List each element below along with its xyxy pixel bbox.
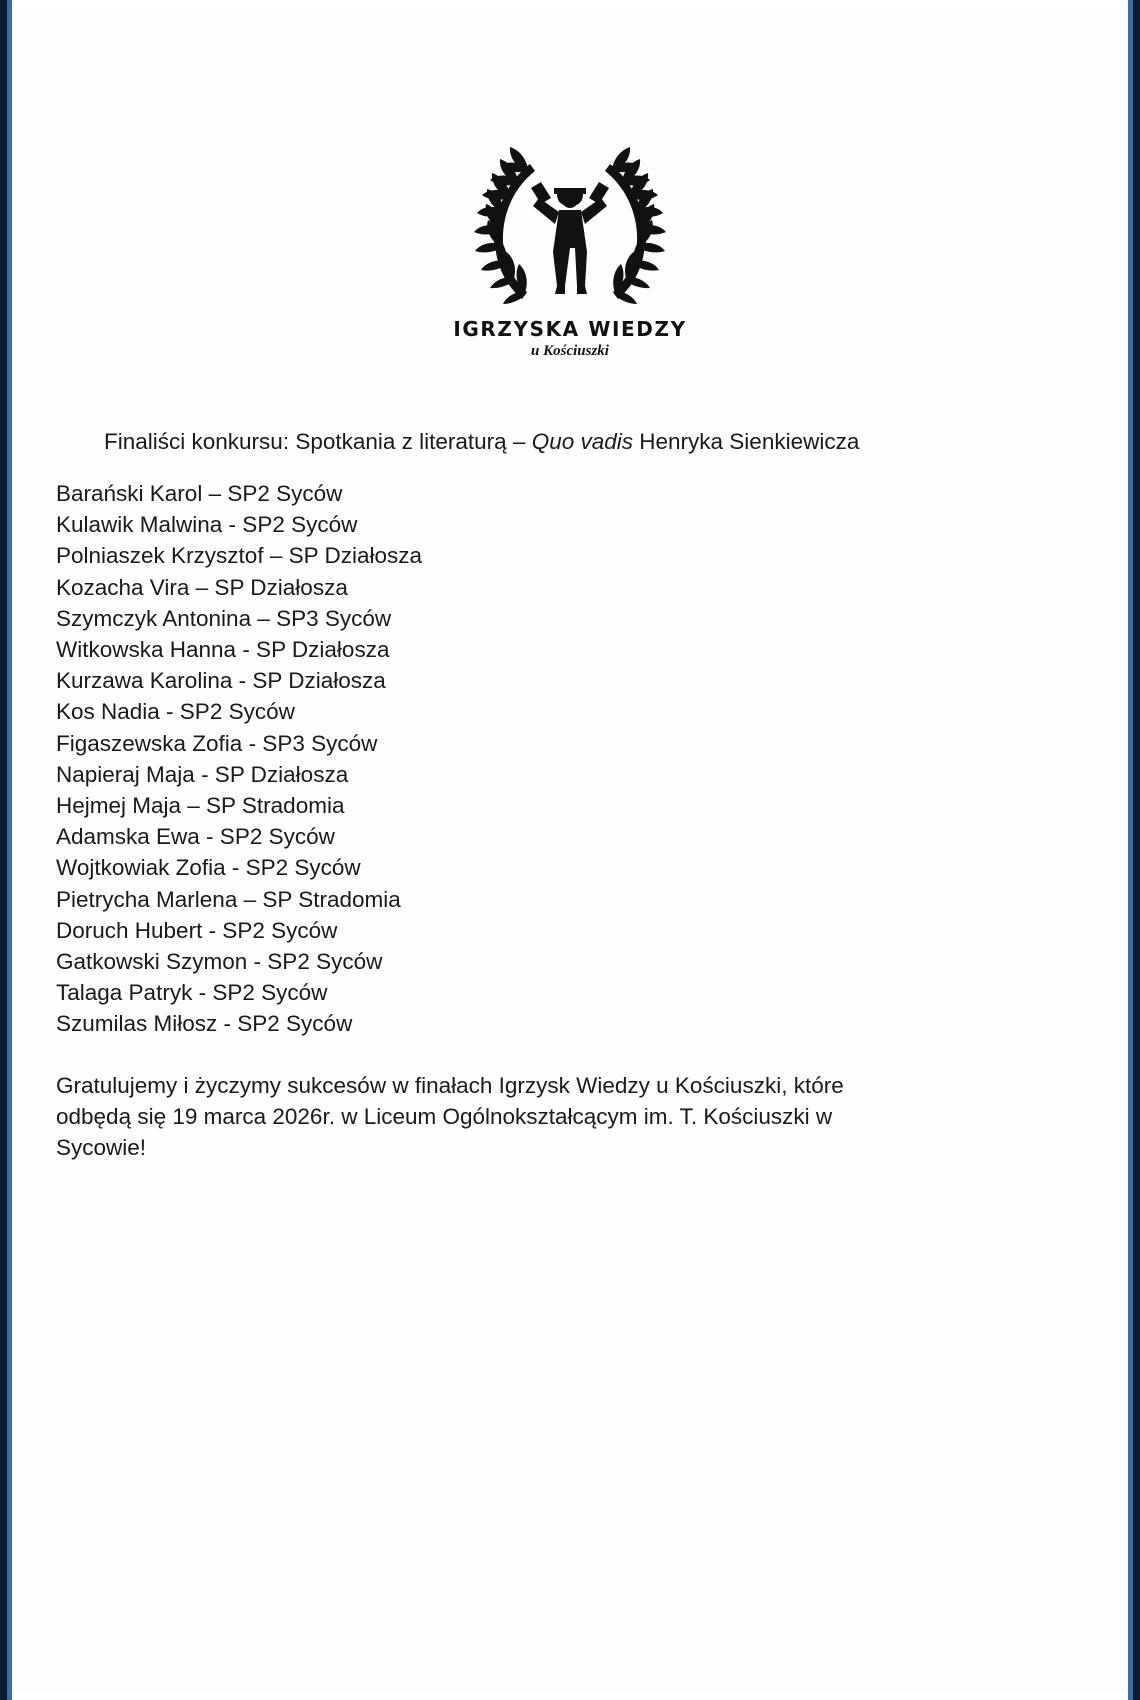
document-paper xyxy=(12,0,1128,1700)
logo-wordmark: IGRZYSKA WIEDZY xyxy=(453,317,687,341)
list-item: Napieraj Maja - SP Działosza xyxy=(56,761,349,787)
list-item: Barański Karol – SP2 Syców xyxy=(56,481,343,506)
page-title-work-name: Quo vadis xyxy=(531,429,634,454)
list-item: Figaszewska Zofia - SP3 Syców xyxy=(56,730,378,756)
page-title-suffix: Henryka Sienkiewicza xyxy=(633,429,860,454)
logo-subwordmark: u Kościuszki xyxy=(531,343,609,359)
organization-logo xyxy=(12,136,1128,360)
list-item: Wojtkowiak Zofia - SP2 Syców xyxy=(56,855,361,881)
finalists-list xyxy=(56,478,1076,1040)
list-item: Doruch Hubert - SP2 Syców xyxy=(56,917,338,943)
list-item: Polniaszek Krzysztof – SP Działosza xyxy=(56,543,422,569)
list-item: Kulawik Malwina - SP2 Syców xyxy=(56,512,358,538)
list-item: Kurzawa Karolina - SP Działosza xyxy=(56,668,386,694)
page-right-border xyxy=(1133,0,1140,1700)
page-title xyxy=(104,428,1064,456)
page-title-prefix: Finaliści konkursu: Spotkania z literaturą – xyxy=(104,429,532,454)
list-item: Adamska Ewa - SP2 Syców xyxy=(56,824,335,850)
list-item: Pietrycha Marlena – SP Stradomia xyxy=(56,886,401,912)
list-item: Talaga Patryk - SP2 Syców xyxy=(56,980,328,1006)
page-left-border xyxy=(0,0,7,1700)
list-item: Kos Nadia - SP2 Syców xyxy=(56,699,295,725)
list-item: Gatkowski Szymon - SP2 Syców xyxy=(56,949,383,975)
list-item: Szymczyk Antonina – SP3 Syców xyxy=(56,605,392,631)
list-item: Hejmej Maja – SP Stradomia xyxy=(56,793,345,819)
document-paper-surface xyxy=(12,8,1128,1692)
closing-paragraph: Gratulujemy i życzymy sukcesów w finałach Igrzysk Wiedzy u Kościuszki, które odbędą się 19 marca 2026r. w Liceum Ogólnokształcącym im. T. Kościuszki w Sycowie! xyxy=(56,1072,844,1160)
list-item: Szumilas Miłosz - SP2 Syców xyxy=(56,1011,353,1037)
list-item: Kozacha Vira – SP Działosza xyxy=(56,574,348,600)
laurel-wreath-graduate-icon xyxy=(467,136,673,312)
list-item: Witkowska Hanna - SP Działosza xyxy=(56,637,390,663)
page-right-accent xyxy=(1128,0,1133,1700)
